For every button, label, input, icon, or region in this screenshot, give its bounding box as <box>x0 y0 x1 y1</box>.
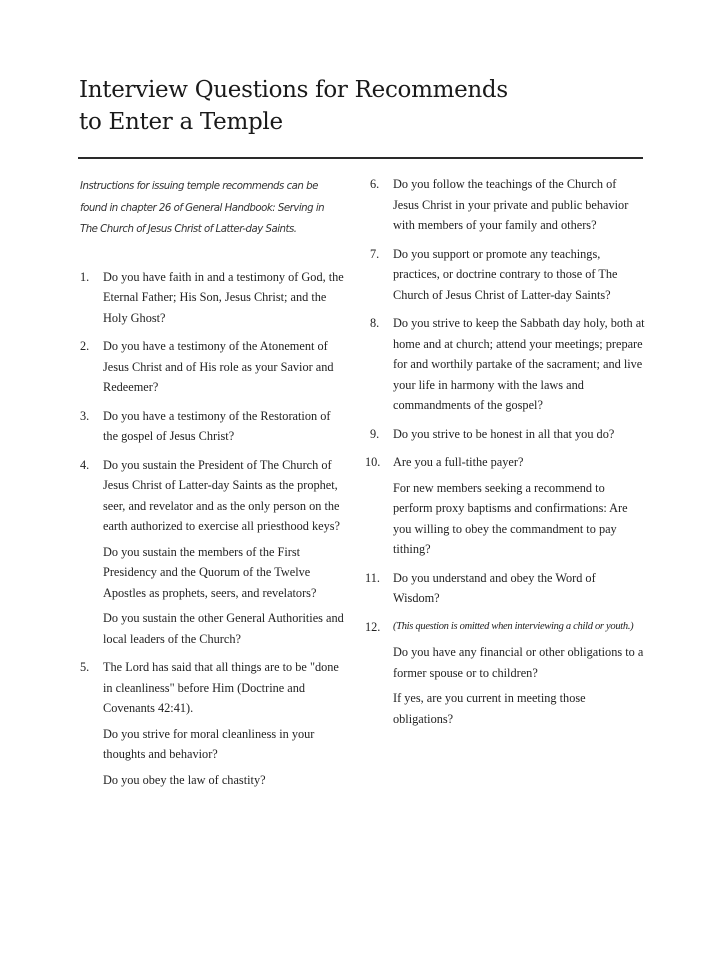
question-4 <box>80 455 348 650</box>
question-number: 8. <box>370 316 380 330</box>
question-number: 2. <box>80 339 90 353</box>
title-line-2: to Enter a Temple <box>79 109 283 135</box>
title-line-1: Interview Questions for Recommends <box>79 77 508 103</box>
question-number: 5. <box>80 660 90 674</box>
question-12 <box>365 617 645 730</box>
question-subtext: Do you strive for moral cleanliness in your thoughts and behavior? <box>103 726 315 761</box>
question-number: 4. <box>80 457 90 472</box>
question-number: 7. <box>370 246 380 261</box>
question-number: 9. <box>370 426 380 441</box>
question-text: Do you support or promote any teachings, practices, or doctrine contrary to those of The Church of Jesus Christ of Latter-day Saints? <box>393 246 618 302</box>
question-text: Do you have faith in and a testimony of God, the Eternal Father; His Son, Jesus Christ; and the Holy Ghost? <box>103 269 344 325</box>
question-10 <box>365 452 645 560</box>
question-subtext: If yes, are you current in meeting those obligations? <box>393 691 586 726</box>
right-column <box>365 174 645 737</box>
title-divider <box>78 157 643 159</box>
question-number: 3. <box>80 408 90 423</box>
question-text: Do you have a testimony of the Restoration of the gospel of Jesus Christ? <box>103 408 331 443</box>
question-1 <box>80 267 348 329</box>
question-number: 12. <box>365 619 381 634</box>
question-number: 10. <box>365 455 381 469</box>
question-number: 6. <box>370 177 380 191</box>
question-8 <box>370 313 645 416</box>
question-7 <box>370 244 645 306</box>
left-column <box>80 174 348 798</box>
question-2 <box>80 336 348 398</box>
question-11 <box>365 568 645 609</box>
page-title <box>79 74 639 138</box>
question-subtext: For new members seeking a recommend to perform proxy baptisms and confirmations: Are you willing to obey the commandment to pay tithing? <box>393 480 628 556</box>
question-9 <box>370 424 645 445</box>
question-number: 1. <box>80 269 90 284</box>
question-text: Do you understand and obey the Word of Wisdom? <box>393 570 596 605</box>
question-3 <box>80 406 348 447</box>
question-subtext: Do you sustain the members of the First Presidency and the Quorum of the Twelve Apostles as prophets, seers, and revelators? <box>103 544 317 600</box>
question-subtext: Do you sustain the other General Authorities and local leaders of the Church? <box>103 611 344 646</box>
question-text: Do you sustain the President of The Church of Jesus Christ of Latter-day Saints as the prophet, seer, and revelator and as the only person on the earth authorized to exercise all priesthood keys? <box>103 457 340 533</box>
question-text: Do you strive to keep the Sabbath day holy, both at home and at church; attend your meetings; prepare for and worthily partake of the sacrament; and live your life in harmony with the laws and commandments of the gospel? <box>393 316 645 412</box>
question-number: 11. <box>365 570 380 585</box>
question-text: Are you a full-tithe payer? <box>393 455 524 469</box>
question-5 <box>80 657 348 790</box>
question-note: (This question is omitted when interviewing a child or youth.) <box>393 620 634 632</box>
question-text: Do you have a testimony of the Atonement of Jesus Christ and of His role as your Savior and Redeemer? <box>103 339 334 394</box>
instructions-text: Instructions for issuing temple recommends can be found in chapter 26 of General Handbook: Serving in The Church of Jesus Christ of Latter-day Saints. <box>80 181 325 235</box>
question-text: Do you follow the teachings of the Church of Jesus Christ in your private and public behavior with members of your family and others? <box>393 177 629 232</box>
question-subtext: Do you obey the law of chastity? <box>103 772 266 787</box>
question-text: Do you strive to be honest in all that you do? <box>393 426 615 441</box>
question-6 <box>370 174 645 236</box>
question-text: The Lord has said that all things are to be "done in cleanliness" before Him (Doctrine and Covenants 42:41). <box>103 660 339 715</box>
question-text: Do you have any financial or other obligations to a former spouse or to children? <box>393 645 644 680</box>
